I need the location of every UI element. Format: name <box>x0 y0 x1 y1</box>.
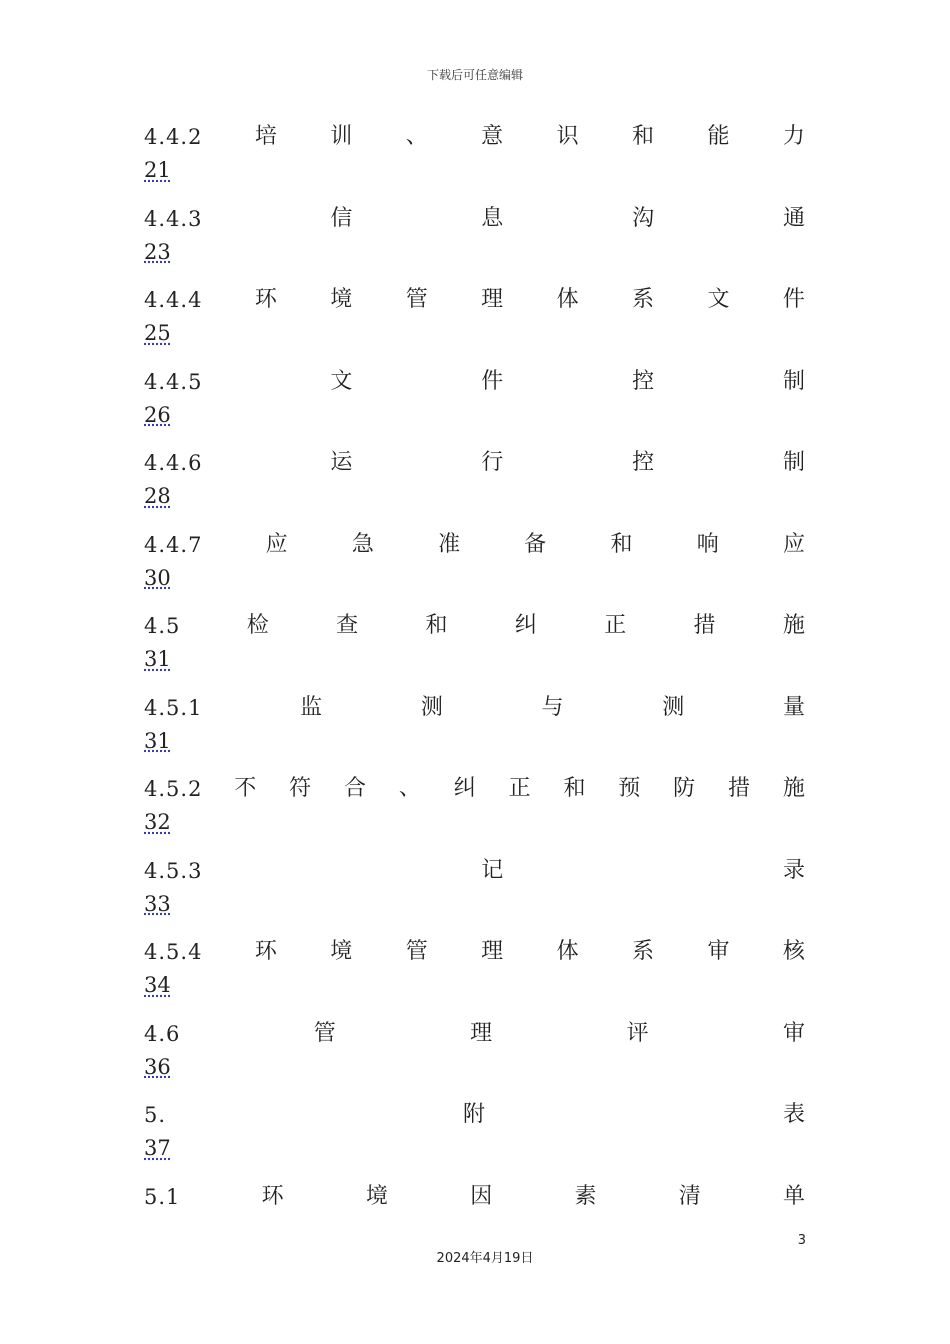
toc-title-char: 措 <box>728 776 752 801</box>
toc-title-char: 响 <box>696 531 720 557</box>
toc-title-char: 、 <box>398 776 422 801</box>
toc-page-link[interactable]: 33 <box>144 891 171 916</box>
toc-title-char: 附 <box>463 1102 487 1127</box>
toc-section-number: 4.4.5 <box>144 369 203 394</box>
toc-entry[interactable] <box>144 122 806 204</box>
toc-page-link[interactable]: 30 <box>144 565 171 590</box>
toc-entry[interactable] <box>144 285 806 367</box>
toc-title-char: 理 <box>470 1020 494 1046</box>
toc-entry[interactable] <box>144 693 806 775</box>
toc-title-char: 通 <box>782 205 806 231</box>
toc-title-char: 环 <box>254 287 278 312</box>
toc-page-link[interactable]: 32 <box>144 810 171 834</box>
toc-title-char: 件 <box>782 287 806 312</box>
toc-entry[interactable] <box>144 530 806 612</box>
toc-title-char: 管 <box>405 287 429 312</box>
toc-entry-title-line <box>144 693 806 723</box>
toc-section-number: 4.5 <box>144 614 181 638</box>
toc-title-char: 息 <box>481 205 505 231</box>
toc-title-char: 预 <box>618 776 642 801</box>
toc-section-number: 4.6 <box>144 1021 181 1046</box>
toc-page-link[interactable]: 36 <box>144 1054 171 1079</box>
toc-entry-title-line <box>144 367 806 397</box>
toc-entry-title-line <box>144 1182 806 1212</box>
toc-title-char: 检 <box>246 613 270 638</box>
toc-title-char: 沟 <box>632 205 656 231</box>
toc-entry-title-line <box>144 611 806 641</box>
toc-entry[interactable] <box>144 1019 806 1101</box>
toc-title-char: 运 <box>330 450 354 475</box>
toc-title-char: 制 <box>782 368 806 394</box>
toc-entry[interactable] <box>144 448 806 530</box>
toc-page-link[interactable]: 25 <box>144 321 171 345</box>
toc-entry[interactable] <box>144 611 806 693</box>
toc-title-char: 纠 <box>453 776 477 801</box>
toc-title-char: 识 <box>556 124 580 149</box>
toc-page-link[interactable]: 31 <box>144 728 171 753</box>
toc-title-char: 控 <box>632 450 656 475</box>
toc-title-char: 评 <box>626 1020 650 1046</box>
toc-title-char: 施 <box>782 613 806 638</box>
toc-title-char: 理 <box>481 287 505 312</box>
toc-page-link[interactable]: 21 <box>144 158 171 182</box>
toc-section-number: 5. <box>144 1103 167 1127</box>
toc-title-char: 防 <box>673 776 697 801</box>
toc-title-char: 正 <box>508 776 532 801</box>
toc-title-char: 备 <box>524 531 548 557</box>
toc-title-char: 审 <box>782 1020 806 1046</box>
footer-date: 2024年4月19日 <box>436 1251 534 1266</box>
toc-title-char: 应 <box>782 531 806 557</box>
toc-title-char: 行 <box>481 450 505 475</box>
toc-page-link[interactable]: 23 <box>144 239 171 264</box>
toc-title-char: 力 <box>782 124 806 149</box>
toc-entry-title-line <box>144 448 806 478</box>
toc-title-char: 培 <box>254 124 278 149</box>
toc-title-char: 措 <box>693 613 717 638</box>
toc-title-char: 纠 <box>514 613 538 638</box>
toc-title-char: 测 <box>662 694 686 720</box>
toc-title-char: 查 <box>336 613 360 638</box>
toc-title-char: 与 <box>541 694 565 720</box>
toc-title-char: 审 <box>707 939 731 964</box>
toc-title-char: 环 <box>261 1183 285 1209</box>
toc-title-char: 测 <box>420 694 444 720</box>
toc-title-char: 境 <box>330 287 354 312</box>
toc-title-char: 环 <box>254 939 278 964</box>
toc-entry[interactable] <box>144 204 806 286</box>
toc-title-char: 和 <box>425 613 449 638</box>
toc-title-char: 、 <box>405 124 429 149</box>
toc-entry[interactable] <box>144 774 806 856</box>
toc-entry-title-line <box>144 774 806 804</box>
toc-title-char: 和 <box>563 776 587 801</box>
toc-title-char: 素 <box>574 1183 598 1209</box>
toc-title-char: 意 <box>481 124 505 149</box>
toc-page-link[interactable]: 26 <box>144 402 171 427</box>
toc-title-char: 单 <box>782 1183 806 1209</box>
toc-title-char: 急 <box>351 531 375 557</box>
toc-title-char: 管 <box>405 939 429 964</box>
toc-title-char: 准 <box>438 531 462 557</box>
toc-entry[interactable] <box>144 1100 806 1182</box>
toc-title-char: 因 <box>470 1183 494 1209</box>
toc-section-number: 5.1 <box>144 1184 181 1209</box>
toc-entry-title-line <box>144 530 806 560</box>
toc-title-char: 清 <box>678 1183 702 1209</box>
toc-entry-title-line <box>144 1100 806 1130</box>
toc-title-char: 表 <box>782 1102 806 1127</box>
toc-title-char: 理 <box>481 939 505 964</box>
toc-section-number: 4.4.3 <box>144 206 203 231</box>
toc-title-char: 信 <box>330 205 354 231</box>
toc-title-char: 境 <box>330 939 354 964</box>
toc-title-char: 件 <box>481 368 505 394</box>
toc-title-char: 体 <box>556 287 580 312</box>
toc-entry[interactable] <box>144 856 806 938</box>
toc-title-char: 制 <box>782 450 806 475</box>
toc-entry-title-line <box>144 285 806 315</box>
toc-title-char: 核 <box>782 939 806 964</box>
toc-title-char: 境 <box>365 1183 389 1209</box>
toc-title-char: 记 <box>481 857 505 883</box>
toc-title-char: 系 <box>632 287 656 312</box>
toc-entry-title-line <box>144 204 806 234</box>
toc-title-char: 和 <box>632 124 656 149</box>
toc-section-number: 4.4.7 <box>144 532 203 557</box>
toc-title-char: 量 <box>782 694 806 720</box>
toc-title-char: 合 <box>344 776 368 801</box>
toc-page-link[interactable]: 37 <box>144 1136 171 1160</box>
toc-entry[interactable] <box>144 937 806 1019</box>
toc-entry-title-line <box>144 856 806 886</box>
toc-page-link[interactable]: 28 <box>144 484 171 508</box>
toc-section-number: 4.5.1 <box>144 695 203 720</box>
toc-title-char: 文 <box>330 368 354 394</box>
toc-title-char: 监 <box>300 694 324 720</box>
toc-title-char: 应 <box>265 531 289 557</box>
toc-title-char: 施 <box>782 776 806 801</box>
toc-section-number: 4.4.6 <box>144 451 203 475</box>
toc-title-char: 体 <box>556 939 580 964</box>
page-header: 下载后可任意编辑 <box>426 68 523 82</box>
toc-entry-title-line <box>144 937 806 967</box>
toc-title-char: 能 <box>707 124 731 149</box>
page-number: 3 <box>797 1233 806 1248</box>
toc-section-number: 4.5.4 <box>144 940 203 964</box>
toc-entry-title-line <box>144 122 806 152</box>
toc-entry[interactable] <box>144 367 806 449</box>
toc-title-char: 正 <box>604 613 628 638</box>
toc-page-link[interactable]: 34 <box>144 973 171 997</box>
toc-entry-title-line <box>144 1019 806 1049</box>
toc-title-char: 训 <box>330 124 354 149</box>
toc-title-char: 控 <box>632 368 656 394</box>
toc-title-char: 录 <box>782 857 806 883</box>
toc-title-char: 符 <box>289 776 313 801</box>
toc-title-char: 系 <box>632 939 656 964</box>
toc-page-link[interactable]: 31 <box>144 647 171 671</box>
toc-section-number: 4.4.4 <box>144 288 203 312</box>
toc-title-char: 不 <box>234 776 258 801</box>
toc-section-number: 4.4.2 <box>144 125 203 149</box>
toc-section-number: 4.5.2 <box>144 777 203 801</box>
toc-title-char: 和 <box>610 531 634 557</box>
toc-section-number: 4.5.3 <box>144 858 203 883</box>
toc-title-char: 文 <box>707 287 731 312</box>
toc-title-char: 管 <box>313 1020 337 1046</box>
